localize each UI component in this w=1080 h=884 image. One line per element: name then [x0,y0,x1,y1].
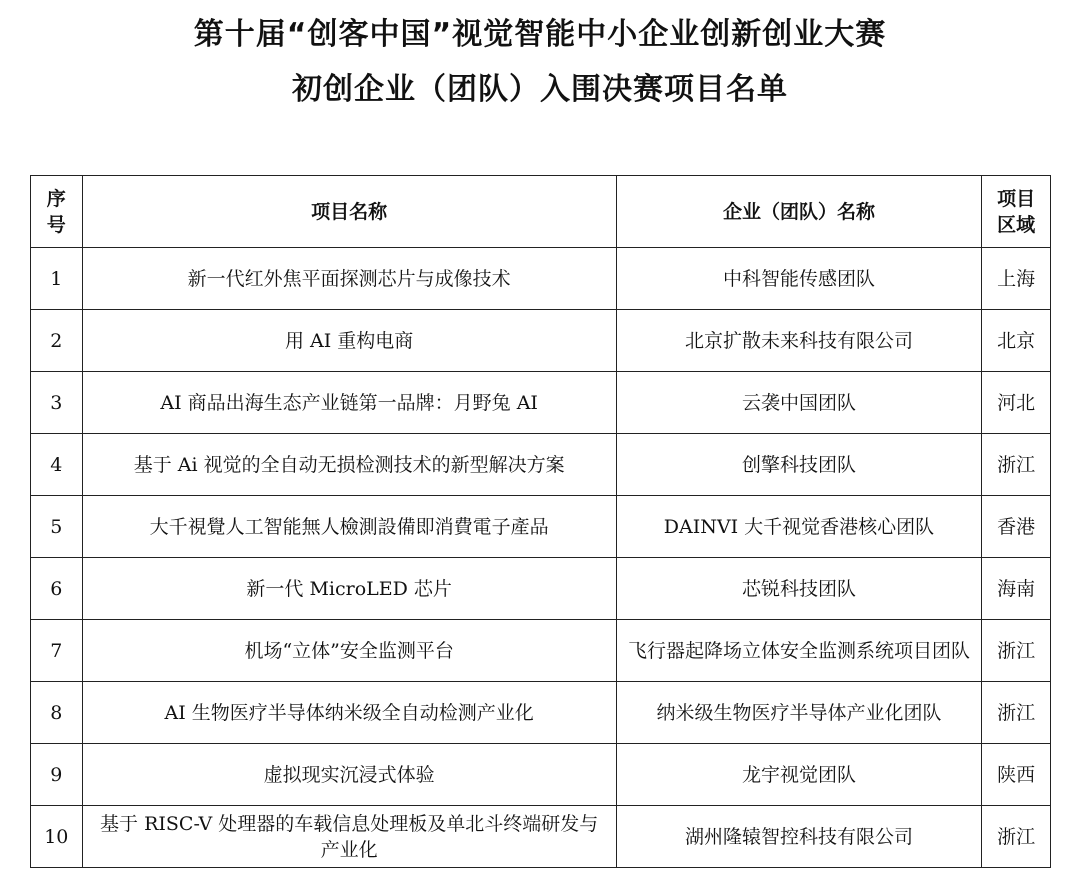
cell-no: 3 [31,372,83,434]
cell-org: 芯锐科技团队 [616,558,981,620]
table-row [31,744,1051,806]
table-row [31,682,1051,744]
header-region-line-2: 区域 [997,213,1036,236]
cell-no: 10 [31,806,83,868]
cell-no: 6 [31,558,83,620]
cell-region: 陕西 [982,744,1051,806]
cell-no: 8 [31,682,83,744]
cell-project: 用 AI 重构电商 [82,310,616,372]
table-header-row [31,176,1051,248]
header-region-line-1: 项目 [997,187,1036,210]
cell-project: AI 商品出海生态产业链第一品牌：月野兔 AI [82,372,616,434]
cell-region: 浙江 [982,806,1051,868]
table-row [31,372,1051,434]
cell-region: 北京 [982,310,1051,372]
cell-project: AI 生物医疗半导体纳米级全自动检测产业化 [82,682,616,744]
cell-project: 基于 RISC-V 处理器的车载信息处理板及单北斗终端研发与产业化 [82,806,616,868]
cell-org: 北京扩散未来科技有限公司 [616,310,981,372]
header-org-name: 企业（团队）名称 [616,176,981,248]
table-row [31,496,1051,558]
cell-org: 龙宇视觉团队 [616,744,981,806]
cell-org: 飞行器起降场立体安全监测系统项目团队 [616,620,981,682]
cell-no: 2 [31,310,83,372]
cell-no: 7 [31,620,83,682]
cell-org: 云袭中国团队 [616,372,981,434]
cell-project: 机场“立体”安全监测平台 [82,620,616,682]
cell-region: 河北 [982,372,1051,434]
header-region [982,176,1051,248]
cell-org: 中科智能传感团队 [616,248,981,310]
cell-org: 湖州隆辕智控科技有限公司 [616,806,981,868]
cell-project: 新一代红外焦平面探测芯片与成像技术 [82,248,616,310]
cell-no: 1 [31,248,83,310]
cell-project: 虚拟现实沉浸式体验 [82,744,616,806]
cell-region: 海南 [982,558,1051,620]
cell-region: 浙江 [982,682,1051,744]
cell-no: 4 [31,434,83,496]
cell-org: 创擎科技团队 [616,434,981,496]
cell-project: 大千視覺人工智能無人檢測設備即消費電子產品 [82,496,616,558]
page-title-line-2: 初创企业（团队）入围决赛项目名单 [292,72,788,107]
cell-region: 浙江 [982,620,1051,682]
table-row [31,434,1051,496]
cell-region: 香港 [982,496,1051,558]
table-row [31,620,1051,682]
cell-no: 5 [31,496,83,558]
header-project-name: 项目名称 [82,176,616,248]
cell-org: 纳米级生物医疗半导体产业化团队 [616,682,981,744]
header-no: 序号 [31,176,83,248]
table-row [31,248,1051,310]
cell-org: DAINVI 大千视觉香港核心团队 [616,496,981,558]
cell-project: 新一代 MicroLED 芯片 [82,558,616,620]
cell-no: 9 [31,744,83,806]
page-title-line-1: 第十届“创客中国”视觉智能中小企业创新创业大赛 [193,17,887,52]
cell-project: 基于 Ai 视觉的全自动无损检测技术的新型解决方案 [82,434,616,496]
cell-region: 浙江 [982,434,1051,496]
table-row [31,558,1051,620]
table-row [31,310,1051,372]
cell-region: 上海 [982,248,1051,310]
table-row [31,806,1051,868]
finalist-table [30,175,1051,868]
